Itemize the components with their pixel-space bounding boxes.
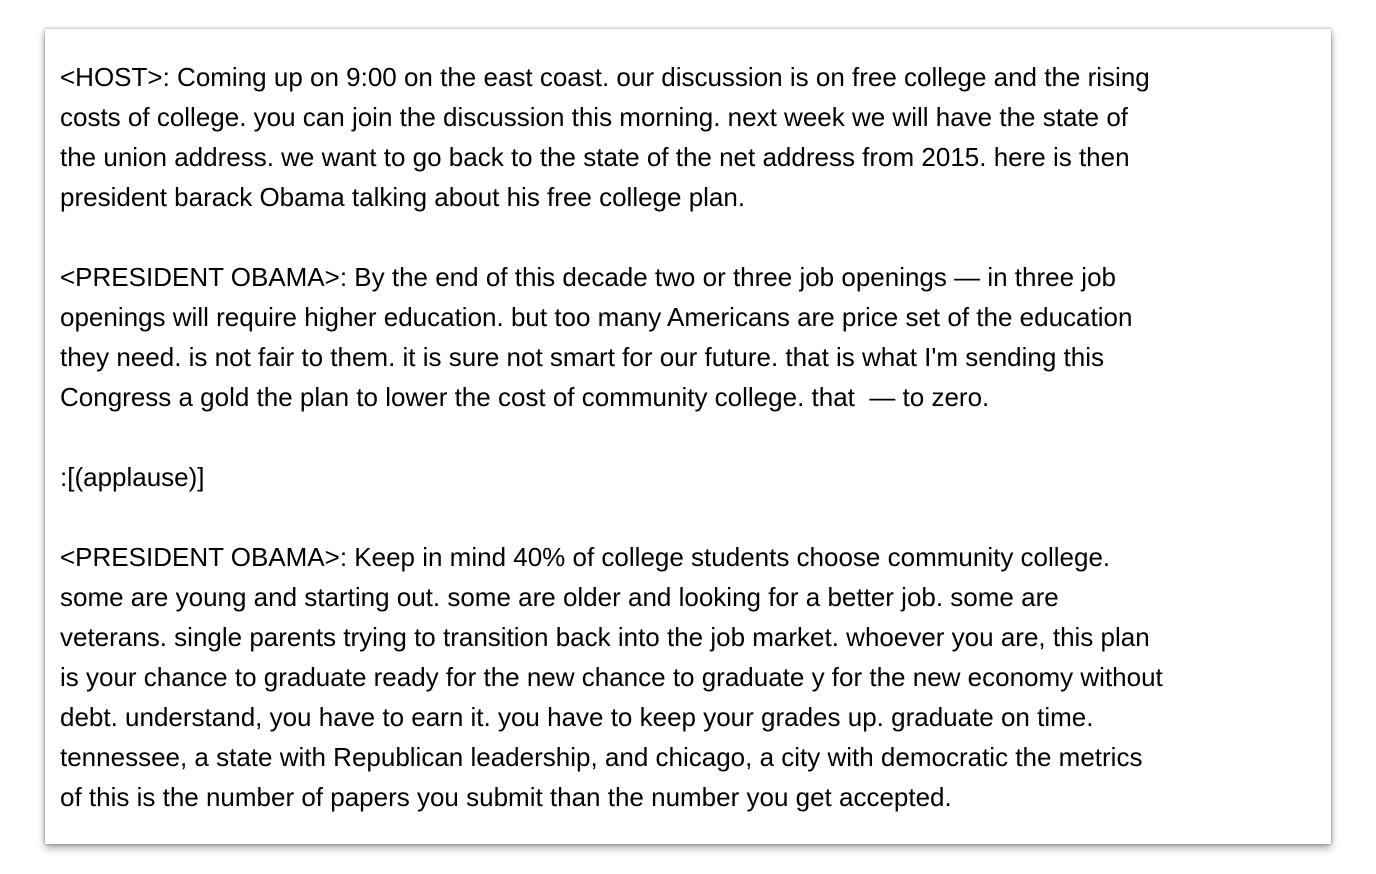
host-paragraph [60,57,1331,217]
obama-line: <PRESIDENT OBAMA>: By the end of this decade two or three job openings — in three job [60,262,1116,292]
host-line: costs of college. you can join the discussion this morning. next week we will have the state of [60,102,1129,132]
obama-line: debt. understand, you have to earn it. you have to keep your grades up. graduate on time. [60,702,1094,732]
obama-line: is your chance to graduate ready for the new chance to graduate y for the new economy without [60,662,1163,692]
obama-line: tennessee, a state with Republican leadership, and chicago, a city with democratic the metrics [60,742,1143,772]
obama-line: they need. is not fair to them. it is sure not smart for our future. that is what I'm sending this [60,342,1104,372]
obama-line: openings will require higher education. but too many Americans are price set of the education [60,302,1133,332]
obama-line: veterans. single parents trying to transition back into the job market. whoever you are, this plan [60,622,1150,652]
obama-paragraph-2 [60,537,1331,817]
applause-line: :[(applause)] [60,462,205,492]
obama-line: <PRESIDENT OBAMA>: Keep in mind 40% of college students choose community college. [60,542,1111,572]
host-line: president barack Obama talking about his free college plan. [60,182,746,212]
obama-paragraph-1 [60,257,1331,417]
applause-paragraph [60,457,1331,497]
obama-line: Congress a gold the plan to lower the cost of community college. that — to zero. [60,382,990,412]
transcript-card [45,29,1331,844]
obama-line: some are young and starting out. some are older and looking for a better job. some are [60,582,1059,612]
host-line: the union address. we want to go back to the state of the net address from 2015. here is then [60,142,1130,172]
host-line: <HOST>: Coming up on 9:00 on the east coast. our discussion is on free college and the rising [60,62,1150,92]
obama-line: of this is the number of papers you submit than the number you get accepted. [60,782,952,812]
